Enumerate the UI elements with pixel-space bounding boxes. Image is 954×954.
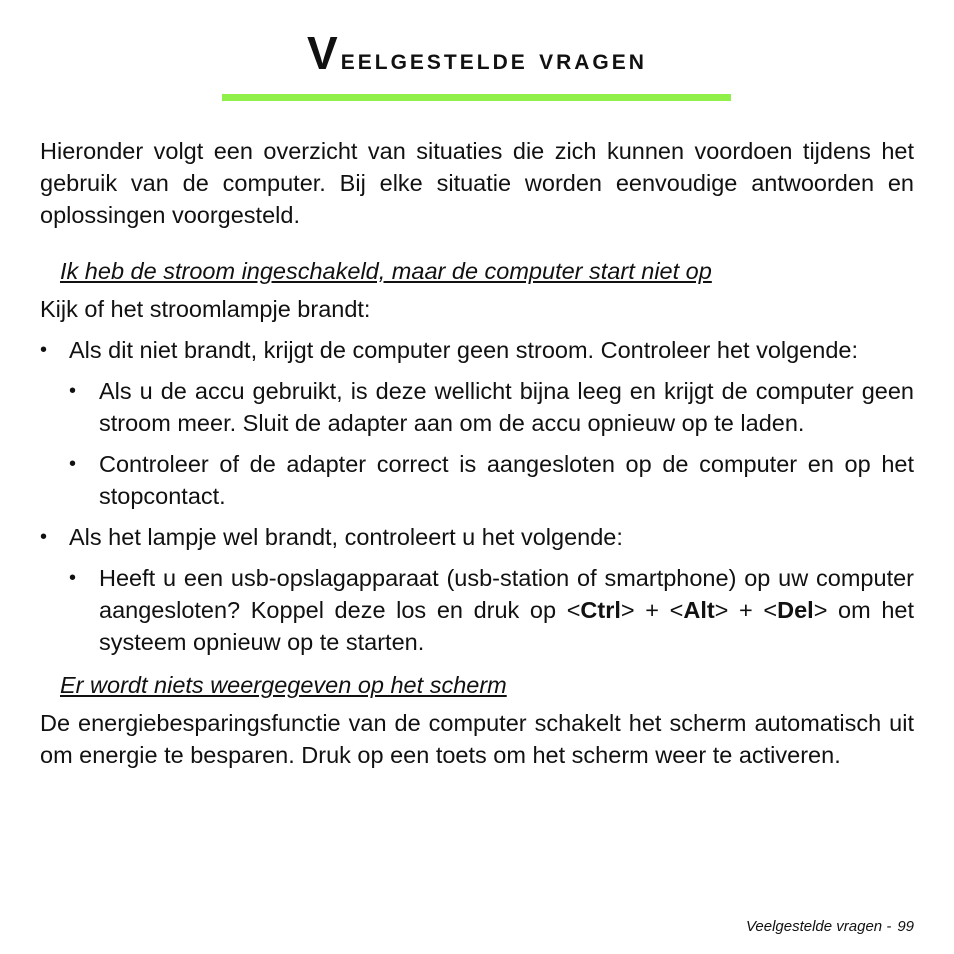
text-run: > + < [714,597,778,623]
page-footer [746,918,914,935]
faq-question-2: Er wordt niets weergegeven op het scherm [60,672,507,698]
bullet-icon: • [69,567,77,589]
faq-answer-1-list [40,334,914,658]
title-first-letter: V [307,27,341,79]
bullet-icon: • [69,453,77,475]
faq-answer-2: De energiebesparingsfunctie van de computer schakelt het scherm automatisch uit om energie te besparen. Druk op een toets om het scherm weer te activeren. [40,710,914,768]
faq-question-1: Ik heb de stroom ingeschakeld, maar de computer start niet op [60,258,712,284]
intro-paragraph: Hieronder volgt een overzicht van situaties die zich kunnen voordoen tijdens het gebruik van de computer. Bij elke situatie worden eenvoudige antwoorden en oplossingen voorgesteld. [40,138,914,228]
bullet-icon: • [40,526,48,548]
list-item [40,334,914,512]
page-number: 99 [897,918,914,935]
sub-list [69,562,914,658]
text-run: Heeft u een usb-opslagapparaat (usb-station of smartphone) op uw computer aangesloten? Koppel deze los en druk op < [99,565,914,623]
list-item [69,375,914,439]
list-item-text: Als dit niet brandt, krijgt de computer geen stroom. Controleer het volgende: [69,337,858,363]
list-item-text: Als het lampje wel brandt, controleert u het volgende: [69,524,623,550]
list-item-text: Controleer of de adapter correct is aangesloten op de computer en op het stopcontact. [99,451,914,509]
list-item-text [99,562,914,658]
document-body [40,135,914,771]
list-item [69,562,914,658]
footer-label: Veelgestelde vragen - [745,918,892,935]
text-run: > om het systeem opnieuw op te starten. [99,597,914,655]
page-title [0,26,954,80]
list-item-text: Als u de accu gebruikt, is deze wellicht bijna leeg en krijgt de computer geen stroom meer. Sluit de adapter aan om de accu opnieuw op te laden. [99,378,914,436]
section-spacer [40,658,914,669]
key-del: Del [777,597,814,623]
bullet-icon: • [40,339,48,361]
key-alt: Alt [683,597,715,623]
sub-list [69,375,914,512]
title-rest: eelgestelde vragen [340,43,647,76]
title-underline-rule [222,94,731,101]
list-item [69,448,914,512]
faq-answer-1-lead: Kijk of het stroomlampje brandt: [40,296,371,322]
text-run: > + < [620,597,684,623]
key-ctrl: Ctrl [580,597,621,623]
list-item [40,521,914,658]
bullet-icon: • [69,380,77,402]
